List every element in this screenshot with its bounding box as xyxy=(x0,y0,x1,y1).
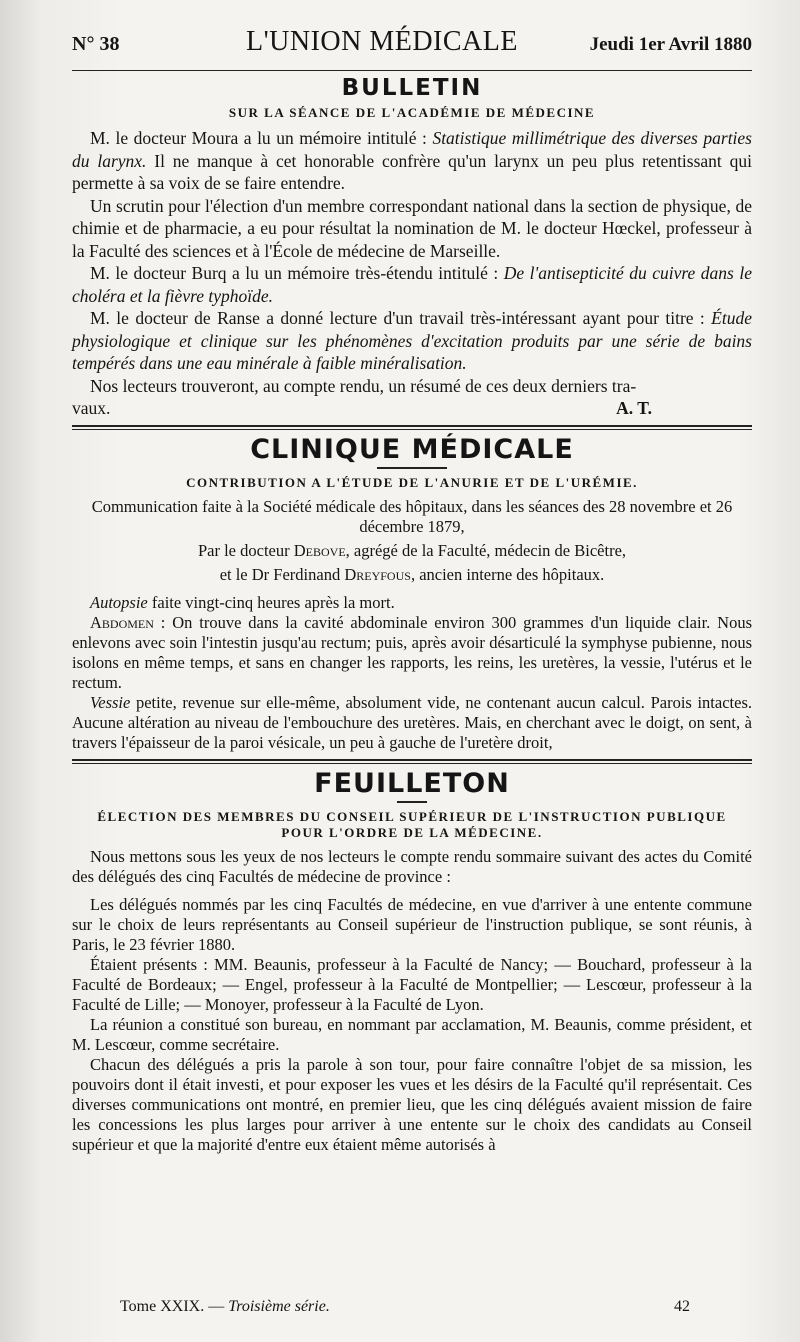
section-divider xyxy=(72,425,752,430)
communication-note: Communication faite à la Société médicale des hôpitaux, dans les séances des 28 novembre et 26 décembre 1879, xyxy=(91,497,733,536)
feuilleton-title: FEUILLETON xyxy=(314,768,510,799)
masthead xyxy=(72,26,752,66)
bulletin-signature-line: vaux. A. T. xyxy=(72,397,752,419)
page-number: 42 xyxy=(674,1298,690,1315)
bulletin-title: BULLETIN xyxy=(341,75,483,101)
feuilleton-paragraph: La réunion a constitué son bureau, en nommant par acclamation, M. Beaunis, comme président, et M. Lescœur, comme secrétaire. xyxy=(72,1015,752,1054)
feuilleton-paragraph: Étaient présents : MM. Beaunis, professeur à la Faculté de Nancy; — Bouchard, professeur à la Faculté de Bordeaux; — Engel, professeur à la Faculté de Montpellier; — Lescœur, professeur à la Faculté de Lille; — Monoyer, professeur à la Faculté de Lyon. xyxy=(72,955,752,1014)
journal-title: L'UNION MÉDICALE xyxy=(245,26,518,57)
feuilleton-subtitle: POUR L'ORDRE DE LA MÉDECINE. xyxy=(281,825,543,840)
section-divider xyxy=(72,759,752,764)
bulletin-subtitle: SUR LA SÉANCE DE L'ACADÉMIE DE MÉDECINE xyxy=(228,105,596,120)
clinique-title: CLINIQUE MÉDICALE xyxy=(250,434,574,465)
bulletin-signature: A. T. xyxy=(616,398,652,418)
bulletin-paragraph: M. le docteur Burq a lu un mémoire très-étendu intitulé : De l'antisepticité du cuivre dans le choléra et la fièvre typhoïde. xyxy=(72,263,752,306)
clinique-paragraph: Autopsie faite vingt-cinq heures après la mort. xyxy=(90,593,395,612)
feuilleton-subtitle: ÉLECTION DES MEMBRES DU CONSEIL SUPÉRIEUR DE L'INSTRUCTION PUBLIQUE xyxy=(97,809,727,824)
issue-date: Jeudi 1er Avril 1880 xyxy=(589,34,752,55)
title-underline xyxy=(397,801,427,803)
bulletin-paragraph: Un scrutin pour l'élection d'un membre correspondant national dans la section de physique, de chimie et de pharmacie, a eu pour résultat la nomination de M. le docteur Hœckel, professeur à la Faculté des sciences et à l'École de médecine de Marseille. xyxy=(72,195,752,261)
issue-number: N° 38 xyxy=(72,33,120,55)
bulletin-section xyxy=(72,75,752,419)
author-line: Par le docteur Debove, agrégé de la Faculté, médecin de Bicêtre, xyxy=(197,541,627,560)
feuilleton-paragraph: Les délégués nommés par les cinq Facultés de médecine, en vue d'arriver à une entente commune sur le choix de leurs représentants au Conseil supérieur de l'instruction publique, se sont réunis, à Paris, le 23 février 1880. xyxy=(72,895,752,954)
clinique-section xyxy=(72,434,752,753)
volume-info: Tome XXIX. — Troisième série. xyxy=(120,1298,330,1315)
bulletin-paragraph: M. le docteur Moura a lu un mémoire intitulé : Statistique millimétrique des diverses parties du larynx. Il ne manque à cet honorable confrère qu'un larynx un peu plus retentissant qui permette à sa voix de se faire entendre. xyxy=(72,128,752,193)
bulletin-paragraph: Nos lecteurs trouveront, au compte rendu, un résumé de ces deux derniers tra- xyxy=(90,375,637,396)
masthead-rule xyxy=(72,70,752,71)
title-underline xyxy=(377,467,447,469)
page-footer xyxy=(120,1298,690,1316)
clinique-paragraph: Vessie petite, revenue sur elle-même, absolument vide, ne contenant aucun calcul. Parois intactes. Aucune altération au niveau de l'embouchure des uretères. Mais, en cherchant avec le doigt, on sent, à travers l'épaisseur de la paroi vésicale, un peu à gauche de l'uretère droit, xyxy=(72,693,752,752)
feuilleton-paragraph: Nous mettons sous les yeux de nos lecteurs le compte rendu sommaire suivant des actes du Comité des délégués des cinq Facultés de médecine de province : xyxy=(72,847,752,886)
clinique-paragraph: Abdomen : On trouve dans la cavité abdominale environ 300 grammes d'un liquide clair. Nous enlevons avec soin l'intestin jusqu'au rectum; puis, après avoir désarticulé la symphyse pubienne, nous isolons en même temps, et sans en changer les rapports, les reins, les uretères, la vessie, l'utérus et le rectum. xyxy=(72,613,752,692)
author-line: et le Dr Ferdinand Dreyfous, ancien interne des hôpitaux. xyxy=(219,565,605,584)
feuilleton-paragraph: Chacun des délégués a pris la parole à son tour, pour faire connaître l'objet de sa mission, les pouvoirs dont il était investi, et pour exposer les vues et les désirs de la Faculté qu'il représentait. Ces diverses communications ont montré, en premier lieu, que les cinq délégués avaient mission de faire les concessions les plus larges pour arriver à une entente sur le choix des candidats au Conseil supérieur et que la majorité d'entre eux étaient même autorisés à xyxy=(72,1055,752,1154)
clinique-subtitle: CONTRIBUTION A L'ÉTUDE DE L'ANURIE ET DE L'URÉMIE. xyxy=(186,475,638,490)
bulletin-paragraph: M. le docteur de Ranse a donné lecture d'un travail très-intéressant ayant pour titre : Étude physiologique et clinique sur les phénomènes d'excitation produits par une série de bains tempérés dans une eau minérale à faible minéralisation. xyxy=(72,308,752,373)
feuilleton-section xyxy=(72,768,752,1155)
